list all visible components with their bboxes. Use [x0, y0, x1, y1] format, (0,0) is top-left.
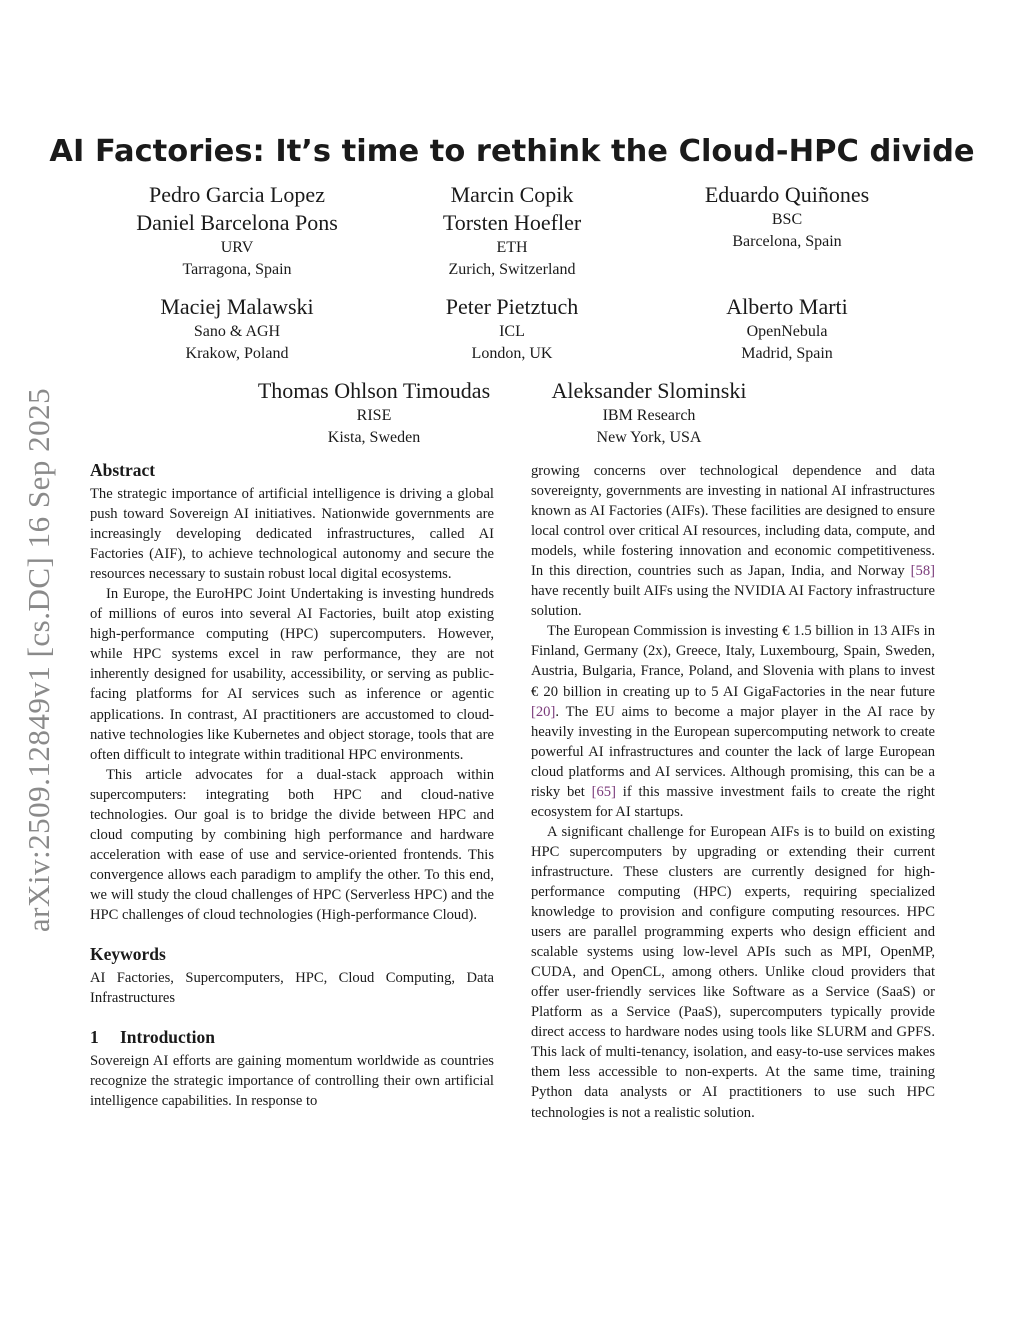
author-affiliation: IBM Research — [602, 407, 696, 424]
author-name: Maciej Malawski — [160, 294, 314, 319]
abstract-paragraph: In Europe, the EuroHPC Joint Undertaking is investing hundreds of millions of euros into several AI Factories, built atop existing high-performance computing (HPC) supercomputers. However, while HPC systems excel in raw performance, they are not inherently designed for usability, accessibility, or serving as public-facing platforms for AI services such as inference or agentic applications. In contrast, AI practitioners are accustomed to cloud-native technologies like Kubernetes and object storage, tools that are often difficult to integrate within traditional HPC environments. — [90, 586, 494, 763]
author-block-urv — [136, 181, 338, 281]
body-paragraph: A significant challenge for European AIFs is to build on existing HPC supercomputers by upgrading or extending their current infrastructure. These clusters are currently designed for high-performance computing (HPC) experts, requiring specialized knowledge to provision and configure computing resources. HPC users are parallel programming experts who design efficient and scalable systems using low-level APIs such as MPI, OpenMP, CUDA, and OpenCL, among others. Unlike cloud providers that offer user-friendly services like Software as a Service (SaaS) or Platform as a Service (PaaS), supercomputers typically provide direct access to hardware nodes using tools like SLURM and GPFS. This lack of multi-tenancy, isolation, and easy-to-use services makes them less accessible to non-experts. At the same time, training Python data analysts or AI practitioners to use such HPC technologies is not a realistic solution. — [531, 823, 935, 1121]
text-run: The European Commission is investing € 1.5 billion in 13 AIFs in Finland, Germany (2x), Greece, Italy, Luxembourg, Spain, Sweden, Austria, Bulgaria, France, Poland, and Slovenia with plans to invest € 20 billion in creating up to 5 AI GigaFactories in the near future — [531, 623, 935, 700]
introduction-heading — [90, 1026, 494, 1048]
citation-link[interactable]: [65] — [591, 783, 616, 800]
author-name: Torsten Hoefler — [442, 210, 582, 235]
author-location: Krakow, Poland — [185, 345, 289, 362]
body-paragraph — [531, 621, 935, 821]
citation-link[interactable]: [58] — [910, 563, 935, 580]
author-block-sano — [160, 293, 313, 365]
author-name: Aleksander Slominski — [551, 378, 747, 403]
text-run: growing concerns over technological dependence and data sovereignty, governments are investing in national AI infrastructures known as AI Factories (AIFs). These facilities are designed to ensure local control over critical AI resources, including data, compute, and models, while fostering innovation and economic competitiveness. In this direction, countries such as Japan, India, and Norway — [531, 463, 935, 580]
paper-title: AI Factories: It’s time to rethink the Cloud-HPC divide — [49, 134, 975, 169]
author-block-ibm — [552, 377, 747, 449]
text-run: have recently built AIFs using the NVIDIA AI Factory infrastructure solution. — [531, 583, 935, 620]
abstract-paragraph: This article advocates for a dual-stack approach within supercomputers: integrating both HPC and cloud-native technologies. Our goal is to bridge the divide between HPC and cloud computing by combining high performance and hardware acceleration with ease of use and service-oriented frontends. This convergence allows each paradigm to amplify the other. To this end, we will study the cloud challenges of HPC (Serverless HPC) and the HPC challenges of cloud technologies (High-performance Cloud). — [90, 766, 494, 923]
author-affiliation: OpenNebula — [746, 323, 828, 340]
keywords-heading: Keywords — [90, 944, 166, 965]
abstract-heading: Abstract — [90, 460, 156, 480]
author-name: Eduardo Quiñones — [704, 182, 870, 207]
right-column — [531, 461, 935, 1123]
author-block-eth — [443, 181, 581, 281]
body-paragraph — [531, 461, 935, 621]
introduction-paragraph: Sovereign AI efforts are gaining momentum worldwide as countries recognize the strategic importance of controlling their own artificial intelligence capabilities. In response to — [90, 1053, 494, 1110]
author-affiliation: BSC — [771, 211, 803, 228]
author-block-bsc — [705, 181, 869, 253]
author-block-rise — [258, 377, 490, 449]
author-location: Madrid, Spain — [741, 345, 833, 362]
left-column — [90, 459, 494, 1111]
author-affiliation: ICL — [499, 323, 525, 340]
abstract-paragraph: The strategic importance of artificial intelligence is driving a global push toward Sovereign AI initiatives. Nationwide governments are increasingly developing dedicated infrastructures, called AI Factories (AIF), to achieve technological autonomy and secure the resources necessary to sustain robust local digital ecosystems. — [90, 486, 494, 583]
author-name: Thomas Ohlson Timoudas — [257, 378, 491, 403]
author-block-opennebula — [726, 293, 848, 365]
author-affiliation: URV — [220, 239, 254, 256]
arxiv-identifier: arXiv:2509.12849v1 [cs.DC] 16 Sep 2025 — [21, 387, 56, 933]
author-name: Daniel Barcelona Pons — [136, 210, 338, 235]
keywords-text: AI Factories, Supercomputers, HPC, Cloud Computing, Data Infrastructures — [90, 970, 494, 1007]
author-name: Peter Pietztuch — [445, 294, 579, 319]
citation-link[interactable]: [20] — [531, 703, 556, 720]
arxiv-sidebar-stamp — [14, 360, 64, 960]
author-affiliation: RISE — [356, 407, 392, 424]
author-location: Zurich, Switzerland — [448, 261, 576, 278]
author-block-icl — [446, 293, 579, 365]
author-location: London, UK — [471, 345, 553, 362]
text-run: . The EU aims to become a major player in the AI race by heavily investing in the European supercomputing network to create powerful AI infrastructures and counter the lack of large European cloud platforms and AI services. Although promising, this can be a risky bet — [531, 703, 935, 800]
author-location: Kista, Sweden — [327, 429, 421, 446]
author-name: Pedro Garcia Lopez — [149, 182, 325, 207]
section-number: 1 — [90, 1027, 99, 1048]
author-location: Tarragona, Spain — [182, 261, 292, 278]
author-affiliation: Sano & AGH — [193, 323, 281, 340]
author-location: Barcelona, Spain — [732, 233, 842, 250]
author-affiliation: ETH — [496, 239, 528, 256]
author-name: Marcin Copik — [450, 182, 574, 207]
author-name: Alberto Marti — [726, 294, 848, 319]
author-location: New York, USA — [596, 429, 702, 446]
text-run: if this massive investment fails to create the right ecosystem for AI startups. — [531, 783, 935, 820]
section-title: Introduction — [120, 1027, 215, 1048]
